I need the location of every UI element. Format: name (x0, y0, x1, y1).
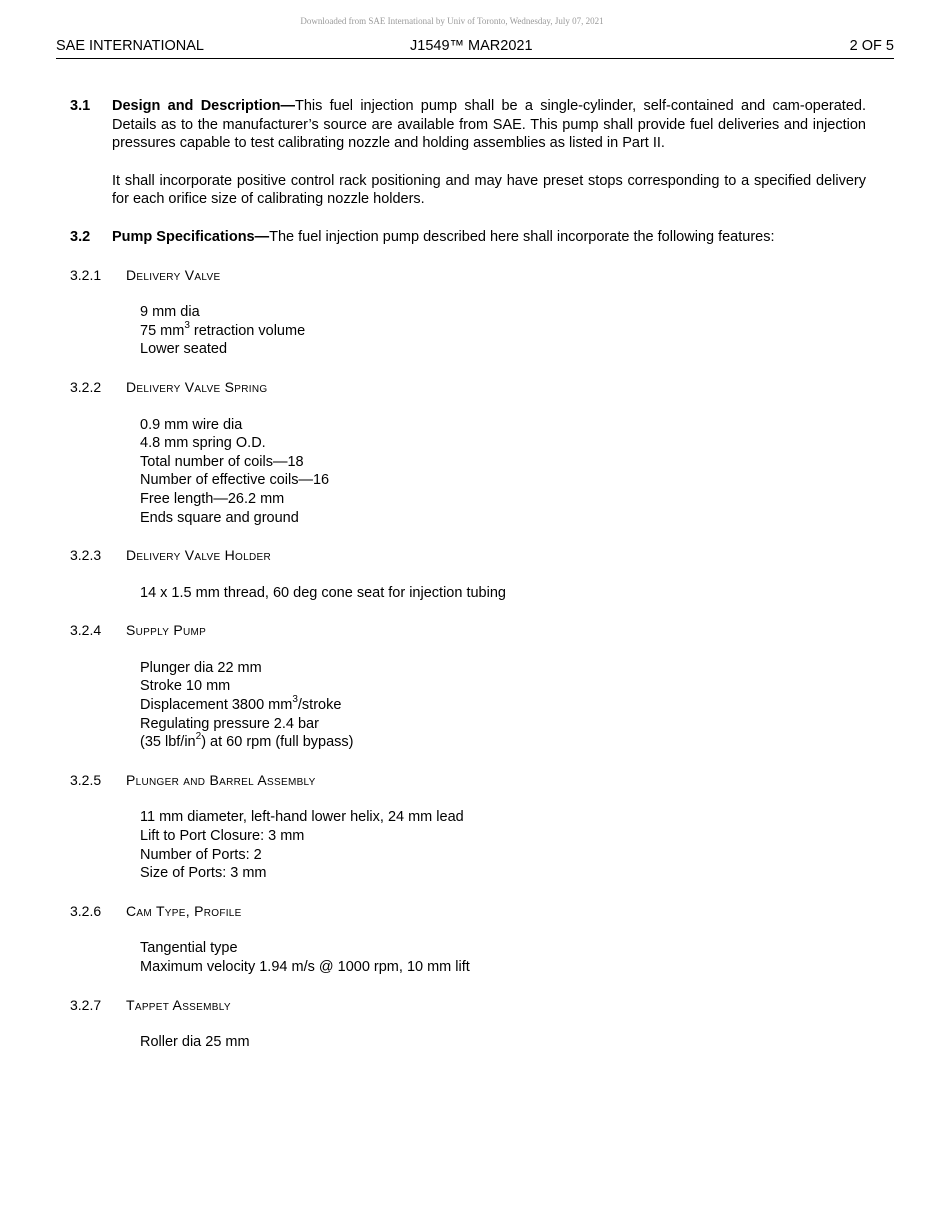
subsection-number: 3.2.1 (70, 266, 102, 283)
section-number: 3.1 (70, 98, 91, 114)
spec-line: Lift to Port Closure: 3 mm (140, 828, 305, 845)
spec-line: 14 x 1.5 mm thread, 60 deg cone seat for injection tubing (140, 584, 506, 601)
subsection-3-2-3 (70, 546, 866, 565)
spec-line: 75 $mm^3$ retraction volume (140, 319, 306, 339)
spec-line: Plunger dia 22 mm (140, 659, 262, 676)
spec-line: Stroke 10 mm (140, 678, 231, 695)
page-header (56, 38, 894, 59)
subsection-number: 3.2.4 (70, 622, 102, 639)
document-body (70, 97, 866, 1052)
section-3-1 (70, 97, 866, 153)
section-title: Design and Description— (112, 98, 295, 114)
spec-line: Maximum velocity 1.94 m/s @ 1000 rpm, 10 mm lift (140, 959, 470, 975)
subsection-3-2-1 (70, 266, 866, 285)
subsection-title: Cam Type, Profile (126, 902, 242, 919)
delivery-valve-spring-specs (70, 416, 866, 528)
subsection-number: 3.2.6 (70, 902, 102, 919)
spec-line: Number of Ports: 2 (140, 846, 262, 863)
spec-line: 11 mm diameter, left-hand lower helix, 24 mm lead (140, 809, 464, 826)
section-3-2 (70, 228, 866, 247)
subsection-number: 3.2.2 (70, 378, 102, 395)
subsection-3-2-5 (70, 771, 866, 790)
subsection-title: Delivery Valve Holder (126, 547, 271, 564)
spec-line: (35 lbf/$in^2$) at 60 rpm (full bypass) (140, 731, 354, 751)
plunger-barrel-specs (70, 808, 866, 882)
spec-line: 9 mm dia (140, 304, 200, 321)
spec-line: Lower seated (140, 341, 228, 358)
subsection-number: 3.2.5 (70, 771, 102, 788)
header-page-number: 2 OF 5 (849, 38, 894, 54)
tappet-assembly-specs (70, 1033, 866, 1052)
subsection-number: 3.2.7 (70, 996, 102, 1013)
spec-line: Roller dia 25 mm (140, 1034, 250, 1051)
spec-line: 0.9 mm wire dia (140, 416, 243, 433)
subsection-title: Delivery Valve (126, 266, 221, 283)
spec-line: Tangential type (140, 940, 238, 957)
supply-pump-specs (70, 659, 866, 752)
section-number: 3.2 (70, 228, 91, 245)
spec-line: Total number of coils—18 (140, 453, 304, 470)
subsection-3-2-2 (70, 378, 866, 397)
spec-line: Free length—26.2 mm (140, 490, 285, 507)
cam-profile-specs (70, 939, 866, 976)
subsection-number: 3.2.3 (70, 547, 102, 564)
spec-line: Number of effective coils—16 (140, 472, 330, 489)
spec-line: 4.8 mm spring O.D. (140, 435, 266, 452)
section-text: This fuel injection pump shall be a single-cylinder, self-contained and cam-operated. Details as to the manufacturer’s source are available from SAE. This pump shall provide fuel deliveries and injection pressures capable to test calibrating nozzle and holding assemblies as listed in Part II. (112, 98, 866, 152)
subsection-3-2-4 (70, 621, 866, 640)
subsection-title: Plunger and Barrel Assembly (126, 771, 316, 788)
delivery-valve-holder-specs (70, 584, 866, 603)
spec-line: Regulating pressure 2.4 bar (140, 715, 319, 732)
delivery-valve-specs (70, 303, 866, 359)
subsection-title: Tappet Assembly (126, 996, 231, 1013)
subsection-title: Delivery Valve Spring (126, 378, 268, 395)
subsection-title: Supply Pump (126, 622, 207, 639)
spec-line: Size of Ports: 3 mm (140, 865, 267, 882)
section-3-1-paragraph-2: It shall incorporate positive control rack positioning and may have preset stops corresponding to a specified delivery for each orifice size of calibrating nozzle holders. (112, 172, 866, 208)
header-org: SAE INTERNATIONAL (56, 38, 204, 54)
section-title: Pump Specifications— (112, 228, 270, 245)
spec-line: Displacement 3800 $mm^3$/stroke (140, 694, 342, 714)
section-text: The fuel injection pump described here shall incorporate the following features: (269, 228, 775, 245)
spec-line: Ends square and ground (140, 509, 299, 526)
subsection-3-2-7 (70, 996, 866, 1015)
subsection-3-2-6 (70, 902, 866, 921)
header-doc-id: J1549™ MAR2021 (410, 38, 533, 54)
download-watermark: Downloaded from SAE International by Univ of Toronto, Wednesday, July 07, 2021 (300, 16, 604, 26)
